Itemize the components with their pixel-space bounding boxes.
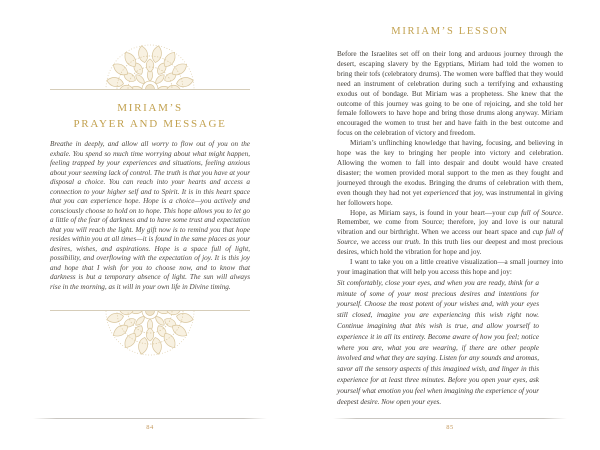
body-paragraph: Miriam’s unflinching knowledge that having, focusing, and believing in hope was the key to bringing her people into victory and celebration. Allowing the women to fall into despair and doubt would have created disaster; the women provided moral support to the men as they fought and journeyed through the exodus. Bringing the drums of celebration with them, even though they had not yet experienced that joy, was instrumental in giving her followers hope. <box>337 139 563 207</box>
lesson-body <box>337 50 563 407</box>
left-title-line1: MIRIAM’S <box>117 102 183 114</box>
right-footer-rule <box>333 418 567 419</box>
left-title-line2: PRAYER AND MESSAGE <box>73 118 227 130</box>
ornament-divider-top <box>50 89 250 90</box>
body-paragraph: Hope, as Miriam says, is found in your heart—your cup full of Source. Remember, we come from Source; therefore, joy and love is our natural vibration and our birthright. When we access our heart space and cup full of Source, we access our truth. In this truth lies our deepest and most precious desires, which hold the vibration for hope and joy. <box>337 208 563 257</box>
body-paragraph: Before the Israelites set off on their long and arduous journey through the desert, escaping slavery by the Egyptians, Miriam had told the women to bring their tofs (celebratory drums). The women were baffled that they would need an instrument of celebration during such a terrifying and exhausting exodus out of bondage. But Miriam was a prophetess. She knew that the outcome of this journey was going to be one of rejoicing, and she told her female followers to have hope and bring those drums along anyway. Miriam encouraged the women to trust her and have faith in the best outcome and focus on the celebration of victory and freedom. <box>337 50 563 138</box>
left-footer-rule <box>33 418 267 419</box>
left-page-title <box>0 100 300 132</box>
right-page <box>300 0 600 450</box>
body-paragraph: I want to take you on a little creative visualization—a small journey into your imagination that will help you access this hope and joy: <box>337 258 563 276</box>
visualization-exercise-text: Sit comfortably, close your eyes, and when you are ready, think for a minute of some of your most precious desires and intentions for yourself. Choose the most potent of your wishes and, with your eyes still closed, imagine you are experiencing this wish right now. Continue imagining that this wish is true, and allow yourself to experience it in all its entirety. Become aware of how you feel; notice where you are, what you are wearing, if there are other people involved and what they are saying. Listen for any sounds and aromas, savor all the sensory aspects of this imagined wish, and linger in this experience for at least three minutes. Before you open your eyes, ask yourself what emotion you feel when imagining the experience of your deepest desire. Now open your eyes. <box>337 278 540 406</box>
prayer-text: Breathe in deeply, and allow all worry to flow out of you on the exhale. You spend so much time worrying about what might happen, feeling trapped by your experiences and situations, feeling anxious about your seeming lack of control. The truth is that you have at your disposal a choice. You can reach into your hearts and access a connection to your higher self and to Spirit. It is in this heart space that you can experience hope. Hope is a choice—you actively and consciously choose to hold on to hope. This hope allows you to let go a little of the fear of darkness and to have some trust and expectation that you will reach the light. My gift now is to remind you that hope resides within you at all times—it is found in the same places as your desires, wishes, and aspirations. Hope is a space full of light, possibility, and overflowing with the expectation of joy. It is this joy and hope that I wish for you to choose now, and to know that darkness is but a temporary absence of light. The sun will always rise in the morning, as it will in your own life in Divine timing. <box>50 140 250 291</box>
left-page-number: 84 <box>146 424 154 431</box>
right-page-number: 85 <box>446 424 454 431</box>
mandala-ornament-top-icon <box>104 43 196 94</box>
right-title-line1: MIRIAM’S LESSON <box>391 26 509 37</box>
right-page-title <box>300 24 600 40</box>
mandala-ornament-bottom-icon <box>104 311 196 362</box>
